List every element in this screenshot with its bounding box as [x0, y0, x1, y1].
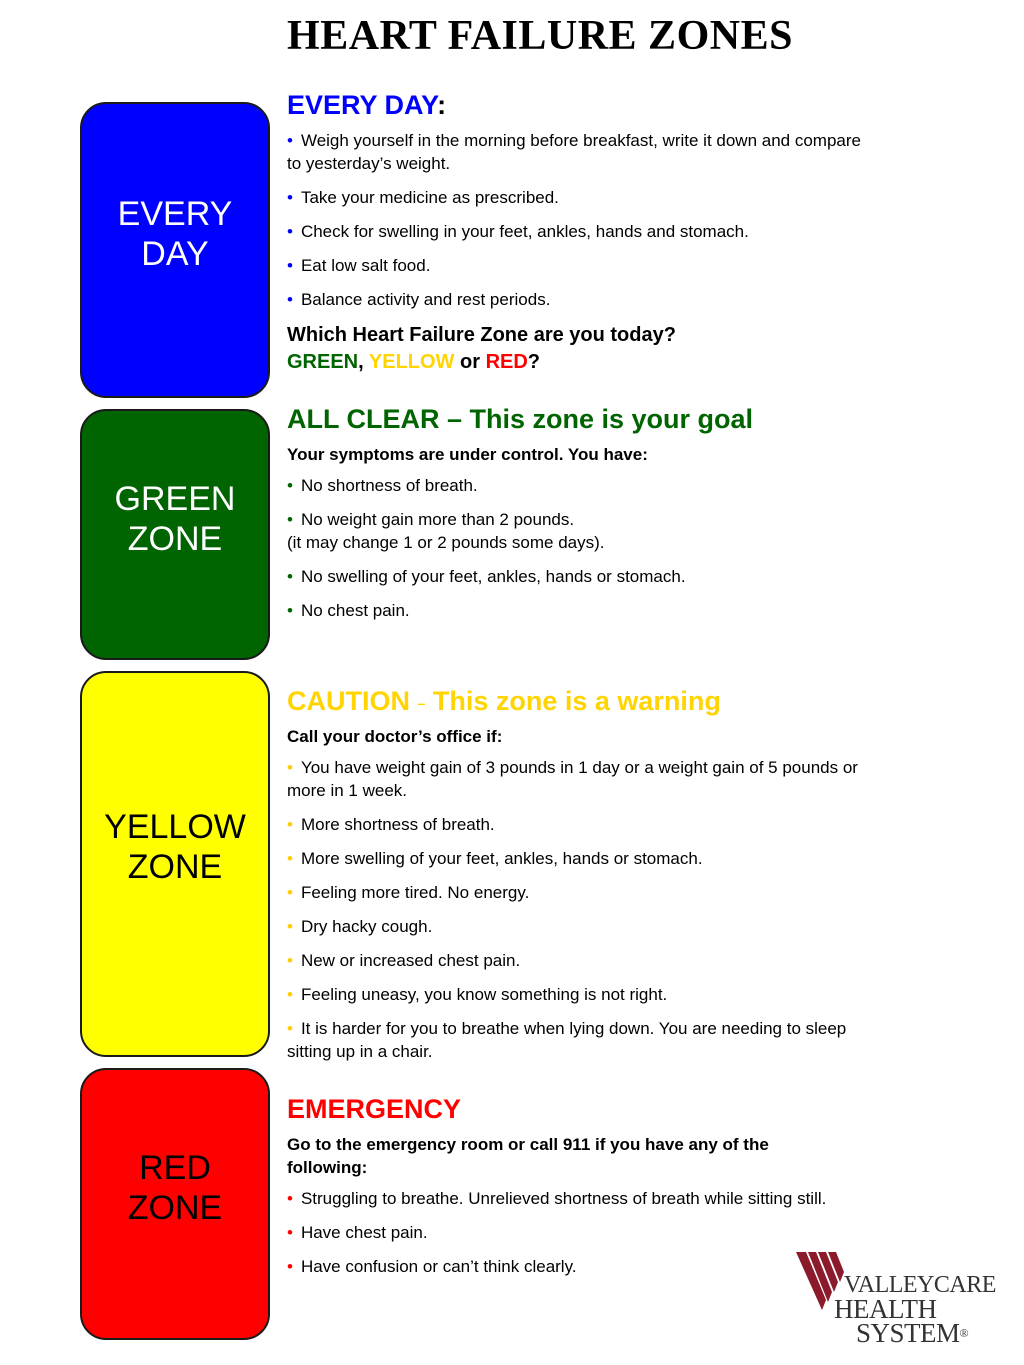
yellow-zone-box [80, 671, 270, 1057]
list-item: • Have confusion or can’t think clearly. [287, 1257, 577, 1276]
list-item: • Have chest pain. [287, 1223, 428, 1242]
red-zone-box [80, 1068, 270, 1340]
valleycare-logo [796, 1248, 996, 1348]
red-subheading: Go to the emergency room or call 911 if you have any of the following: [287, 1135, 769, 1177]
zone-question: Which Heart Failure Zone are you today? GREEN, YELLOW or RED? [287, 324, 676, 373]
zone-label-line2: ZONE [127, 848, 223, 886]
green-section [287, 404, 877, 633]
yellow-heading: CAUTION – This zone is a warning [287, 686, 721, 716]
list-item: • It is harder for you to breathe when lying down. You are needing to sleep sitting up in a chair. [287, 1019, 847, 1061]
red-heading: EMERGENCY [287, 1094, 462, 1124]
logo-line3: SYSTEM® [856, 1318, 969, 1348]
red-section [287, 1094, 877, 1289]
list-item: • No chest pain. [287, 601, 410, 620]
list-item: • Feeling more tired. No energy. [287, 883, 530, 902]
list-item: • Weigh yourself in the morning before breakfast, write it down and compare to yesterday’s weight. [287, 131, 861, 173]
logo-line2: HEALTH [834, 1294, 937, 1324]
zone-label-line1: RED [139, 1149, 211, 1187]
list-item: • Dry hacky cough. [287, 917, 433, 936]
yellow-subheading: Call your doctor’s office if: [287, 727, 503, 746]
zone-label-line2: DAY [141, 235, 209, 273]
list-item: • Struggling to breathe. Unrelieved shortness of breath while sitting still. [287, 1189, 827, 1208]
green-zone-box [80, 409, 270, 660]
list-item: • No shortness of breath. [287, 476, 478, 495]
green-heading: ALL CLEAR – This zone is your goal [287, 404, 754, 434]
list-item: • You have weight gain of 3 pounds in 1 day or a weight gain of 5 pounds or more in 1 week. [287, 758, 858, 800]
list-item: • Balance activity and rest periods. [287, 290, 551, 309]
list-item: • More swelling of your feet, ankles, hands or stomach. [287, 849, 703, 868]
yellow-section [287, 686, 877, 1074]
everyday-zone-box [80, 102, 270, 398]
zone-label-line1: YELLOW [104, 808, 246, 846]
zone-label-line2: ZONE [127, 520, 223, 558]
list-item: • Take your medicine as prescribed. [287, 188, 559, 207]
list-item: • More shortness of breath. [287, 815, 495, 834]
list-item: • Check for swelling in your feet, ankles, hands and stomach. [287, 222, 749, 241]
zone-label-line1: GREEN [114, 480, 236, 518]
zone-label-line2: ZONE [127, 1189, 223, 1227]
list-item: • New or increased chest pain. [287, 951, 521, 970]
logo-line1: VALLEYCARE [844, 1272, 996, 1298]
list-item: • Feeling uneasy, you know something is not right. [287, 985, 668, 1004]
list-item: • Eat low salt food. [287, 256, 431, 275]
zone-label-line1: EVERY [117, 195, 233, 233]
green-subheading: Your symptoms are under control. You have: [287, 445, 648, 464]
everyday-section [287, 90, 877, 376]
everyday-heading: EVERY DAY: [287, 90, 447, 120]
list-item: • No swelling of your feet, ankles, hands or stomach. [287, 567, 686, 586]
page-title: HEART FAILURE ZONES [287, 13, 793, 59]
list-item: • No weight gain more than 2 pounds. (it may change 1 or 2 pounds some days). [287, 510, 605, 552]
